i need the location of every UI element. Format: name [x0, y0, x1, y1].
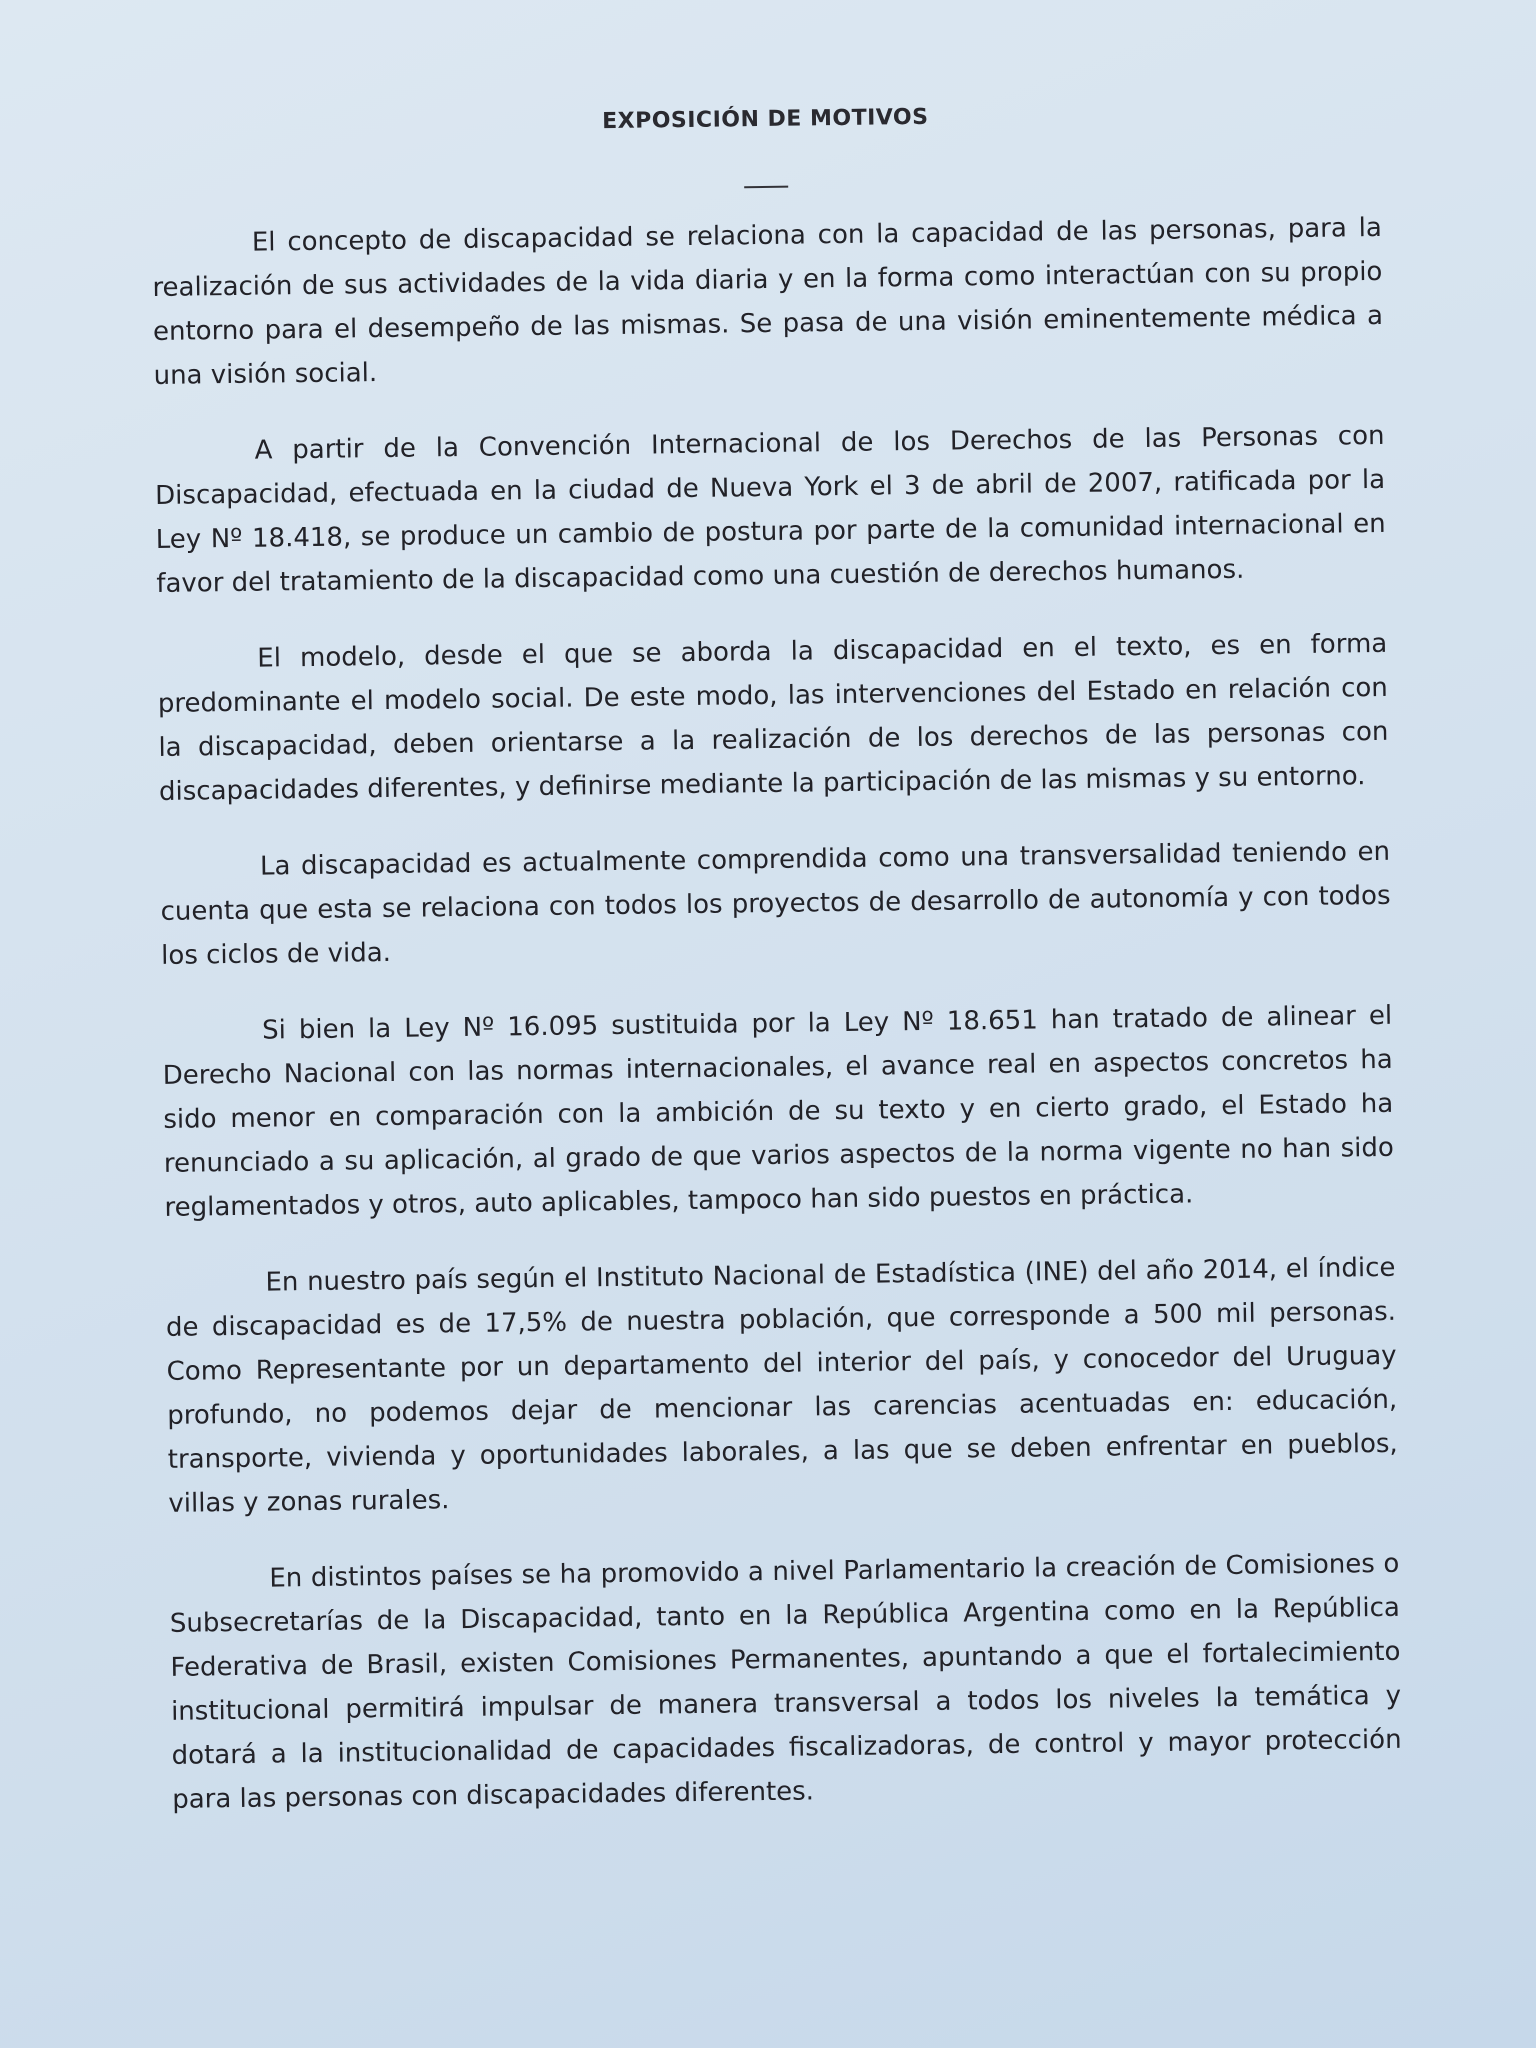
title-divider [744, 186, 788, 189]
paragraph-leyes-nacionales: Si bien la Ley Nº 16.095 sustituida por la Ley Nº 18.651 han tratado de alinear el Derecho Nacional con las normas internacionales, el avance real en aspectos concretos ha sido menor en comparación con la ambición de su texto y en cierto grado, el Estado ha renunciado a su aplicación, al grado de que varios aspectos de la norma vigente no han sido reglamentados y otros, auto aplicables, tampoco han sido puestos en práctica. [162, 1000, 1395, 1223]
paragraph-discapacidad-concepto: El concepto de discapacidad se relaciona con la capacidad de las personas, para la realización de sus actividades de la vida diaria y en la forma como interactúan con su propio entorno para el desempeño de las mismas. Se pasa de una visión eminentemente médica a una visión social. [152, 212, 1384, 391]
paragraph-convencion-internacional: A partir de la Convención Internacional de los Derechos de las Personas con Discapacidad, efectuada en la ciudad de Nueva York el 3 de abril de 2007, ratificada por la Ley Nº 18.418, se produce un cambio de postura por parte de la comunidad internacional en favor del tratamiento de la discapacidad como una cuestión de derechos humanos. [154, 420, 1386, 599]
paragraph-comisiones-parlamentarias: En distintos países se ha promovido a nivel Parlamentario la creación de Comisiones o Subsecretarías de la Discapacidad, tanto en la República Argentina como en la República Federativa de Brasil, existen Comisiones Permanentes, apuntando a que el fortalecimiento institucional permitirá impulsar de manera transversal a todos los niveles la temática y dotará a la institucionalidad de capacidades fiscalizadoras, de control y mayor protección para las personas con discapacidades diferentes. [169, 1548, 1402, 1815]
document-title: EXPOSICIÓN DE MOTIVOS [601, 104, 929, 135]
document-sheet [150, 84, 1403, 1854]
paragraph-transversalidad: La discapacidad es actualmente comprendida como una transversalidad teniendo en cuenta que esta se relaciona con todos los proyectos de desarrollo de autonomía y con todos los ciclos de vida. [160, 836, 1391, 971]
paragraph-modelo-social: El modelo, desde el que se aborda la discapacidad en el texto, es en forma predominante el modelo social. De este modo, las intervenciones del Estado en relación con la discapacidad, deben orientarse a la realización de los derechos de las personas con discapacidades diferentes, y definirse mediante la participación de las mismas y su entorno. [157, 628, 1389, 807]
paragraph-estadisticas-ine: En nuestro país según el Instituto Nacional de Estadística (INE) del año 2014, el índice de discapacidad es de 17,5% de nuestra población, que corresponde a 500 mil personas. Como Representante por un departamento del interior del país, y conocedor del Uruguay profundo, no podemos dejar de mencionar las carencias acentuadas en: educación, transporte, vivienda y oportunidades laborales, a las que se deben enfrentar en pueblos, villas y zonas rurales. [165, 1252, 1398, 1519]
